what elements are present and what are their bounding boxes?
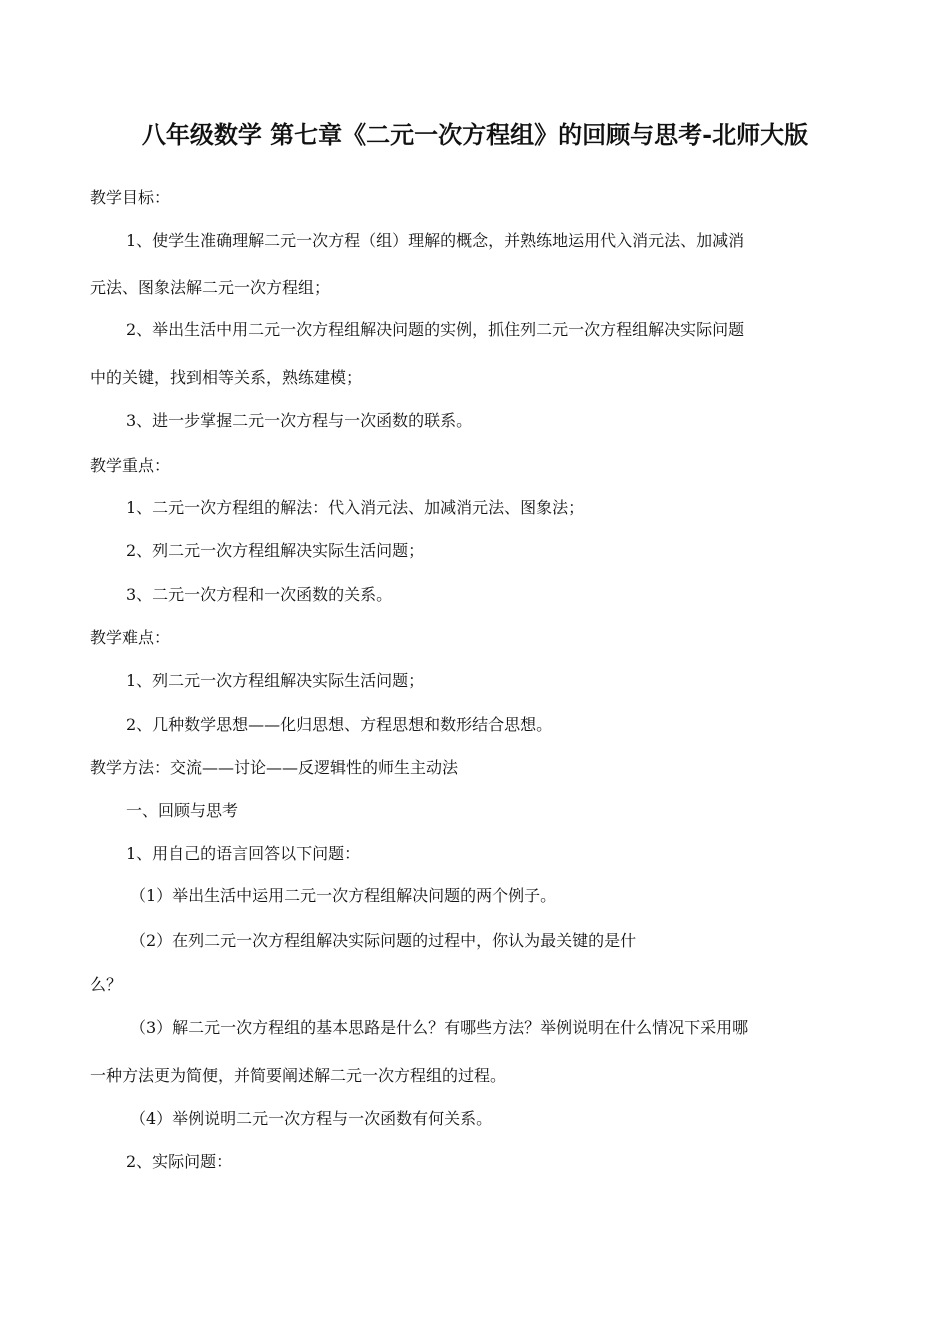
question-group-1-heading: 1、用自己的语言回答以下问题： [126, 844, 361, 863]
question-3-line-2: 一种方法更为简便，并简要阐述解二元一次方程组的过程。 [90, 1066, 507, 1085]
key-point-3: 3、二元一次方程和一次函数的关系。 [126, 585, 393, 604]
teaching-method: 教学方法：交流——讨论——反逻辑性的师生主动法 [90, 758, 459, 777]
question-2-line-2: 么？ [90, 975, 123, 994]
question-4: （4）举例说明二元一次方程与一次函数有何关系。 [130, 1109, 493, 1128]
goal-1-line-2: 元法、图象法解二元一次方程组； [90, 278, 331, 297]
document-title: 八年级数学 第七章《二元一次方程组》的回顾与思考-北师大版 [141, 120, 809, 149]
question-3-line-1: （3）解二元一次方程组的基本思路是什么？有哪些方法？举例说明在什么情况下采用哪 [130, 1018, 749, 1037]
key-point-1: 1、二元一次方程组的解法：代入消元法、加减消元法、图象法； [126, 498, 585, 517]
goals-heading: 教学目标： [90, 188, 171, 207]
goal-2-line-1: 2、举出生活中用二元一次方程组解决问题的实例，抓住列二元一次方程组解决实际问题 [126, 320, 745, 339]
question-2-line-1: （2）在列二元一次方程组解决实际问题的过程中，你认为最关键的是什 [130, 931, 637, 950]
question-group-2-heading: 2、实际问题： [126, 1152, 233, 1171]
difficulty-2: 2、几种数学思想——化归思想、方程思想和数形结合思想。 [126, 715, 553, 734]
question-1: （1）举出生活中运用二元一次方程组解决问题的两个例子。 [130, 886, 557, 905]
section-1-heading: 一、回顾与思考 [126, 801, 239, 820]
goal-1-line-1: 1、使学生准确理解二元一次方程（组）理解的概念，并熟练地运用代入消元法、加减消 [126, 231, 745, 250]
key-point-2: 2、列二元一次方程组解决实际生活问题； [126, 541, 425, 560]
key-points-heading: 教学重点： [90, 456, 171, 475]
goal-2-line-2: 中的关键，找到相等关系，熟练建模； [90, 368, 363, 387]
difficulties-heading: 教学难点： [90, 628, 171, 647]
difficulty-1: 1、列二元一次方程组解决实际生活问题； [126, 671, 425, 690]
goal-3: 3、进一步掌握二元一次方程与一次函数的联系。 [126, 411, 473, 430]
